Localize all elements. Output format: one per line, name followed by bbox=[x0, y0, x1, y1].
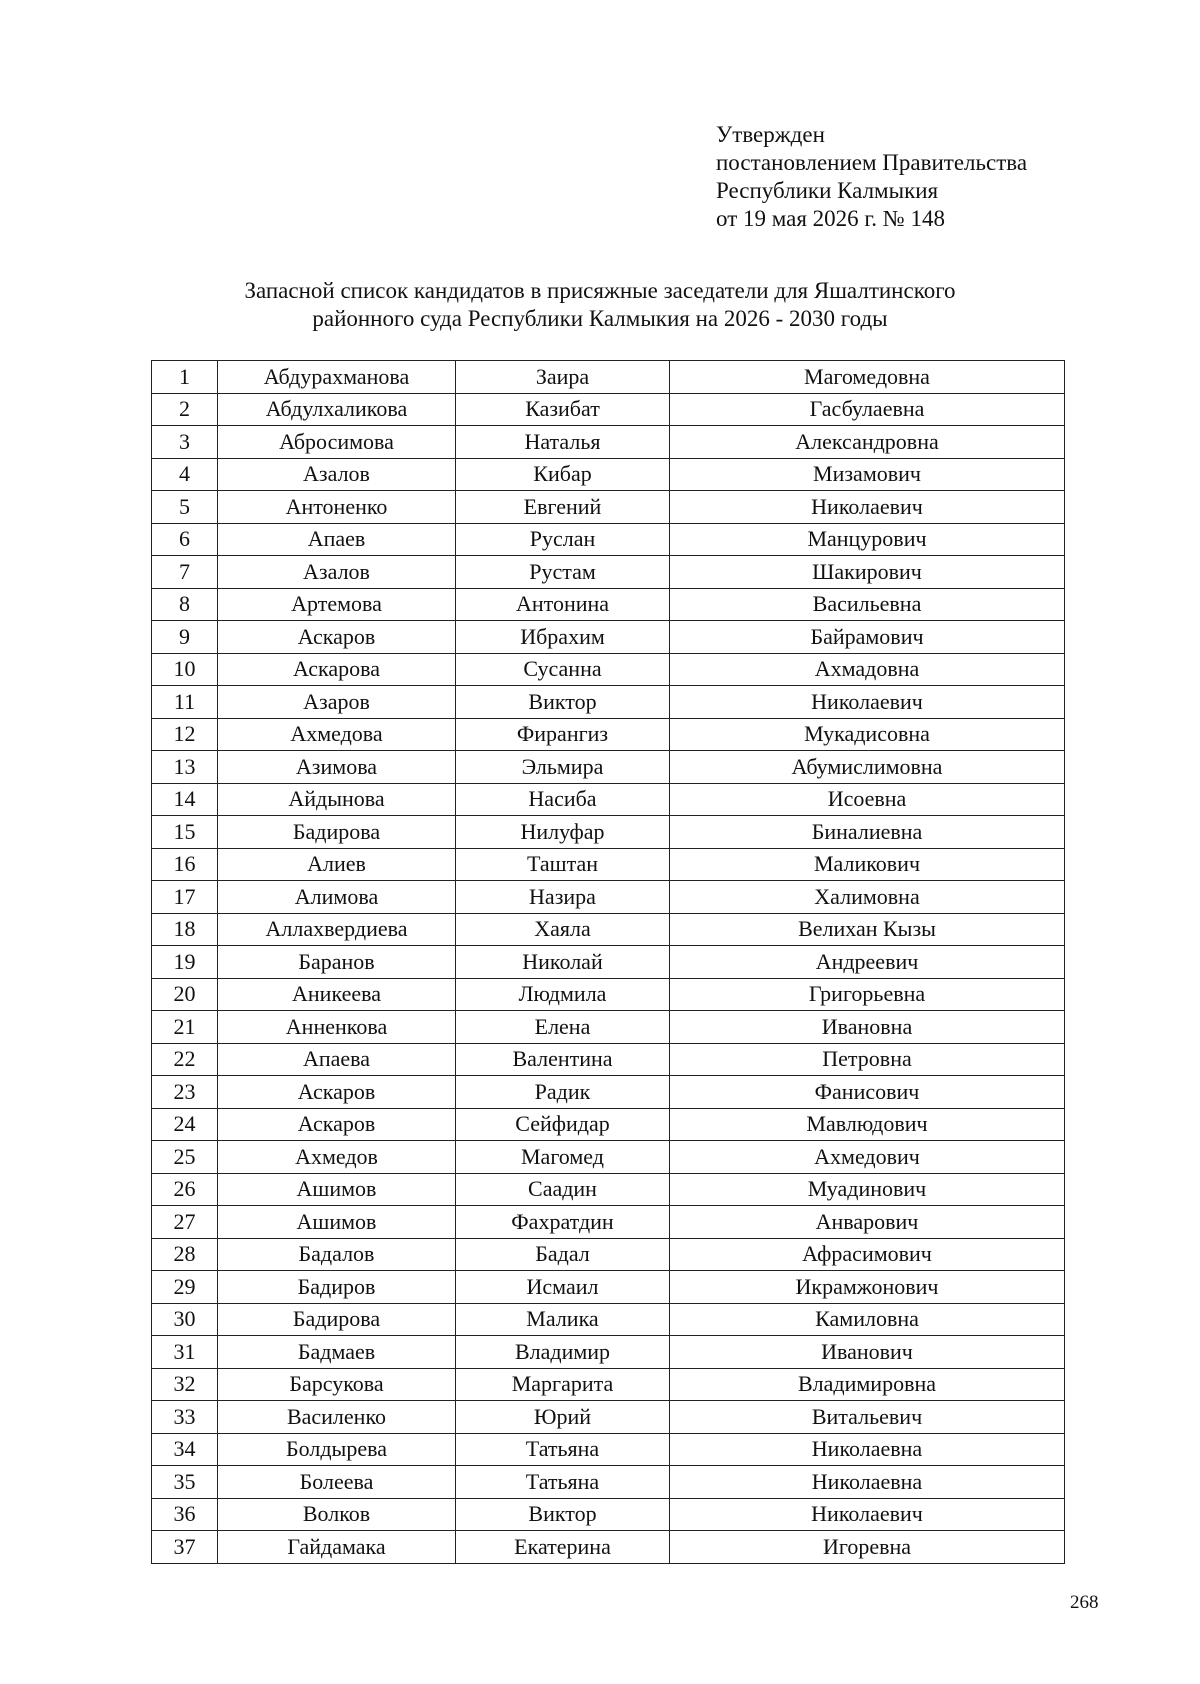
row-number-cell: 37 bbox=[152, 1531, 218, 1564]
row-number-cell: 16 bbox=[152, 848, 218, 881]
first-name-cell: Виктор bbox=[456, 686, 670, 719]
first-name-cell: Николай bbox=[456, 946, 670, 979]
first-name-cell: Татьяна bbox=[456, 1433, 670, 1466]
first-name-cell: Насиба bbox=[456, 783, 670, 816]
table-row bbox=[152, 621, 1065, 654]
first-name-cell: Нилуфар bbox=[456, 816, 670, 849]
row-number-cell: 6 bbox=[152, 523, 218, 556]
patronymic-cell: Муадинович bbox=[670, 1173, 1065, 1206]
surname-cell: Бадиров bbox=[218, 1271, 456, 1304]
row-number-cell: 29 bbox=[152, 1271, 218, 1304]
page-number: 268 bbox=[1070, 1592, 1099, 1613]
patronymic-cell: Икрамжонович bbox=[670, 1271, 1065, 1304]
row-number-cell: 23 bbox=[152, 1076, 218, 1109]
table-row bbox=[152, 1498, 1065, 1531]
table-row bbox=[152, 848, 1065, 881]
row-number-cell: 24 bbox=[152, 1108, 218, 1141]
table-row bbox=[152, 1141, 1065, 1174]
row-number-cell: 21 bbox=[152, 1011, 218, 1044]
first-name-cell: Екатерина bbox=[456, 1531, 670, 1564]
first-name-cell: Юрий bbox=[456, 1401, 670, 1434]
surname-cell: Абдулхаликова bbox=[218, 393, 456, 426]
surname-cell: Анненкова bbox=[218, 1011, 456, 1044]
surname-cell: Аллахвердиева bbox=[218, 913, 456, 946]
patronymic-cell: Ивановна bbox=[670, 1011, 1065, 1044]
row-number-cell: 32 bbox=[152, 1368, 218, 1401]
patronymic-cell: Магомедовна bbox=[670, 361, 1065, 394]
first-name-cell: Кибар bbox=[456, 458, 670, 491]
first-name-cell: Хаяла bbox=[456, 913, 670, 946]
patronymic-cell: Абумислимовна bbox=[670, 751, 1065, 784]
patronymic-cell: Игоревна bbox=[670, 1531, 1065, 1564]
surname-cell: Бадирова bbox=[218, 816, 456, 849]
surname-cell: Аскаров bbox=[218, 621, 456, 654]
surname-cell: Баранов bbox=[218, 946, 456, 979]
table-row bbox=[152, 1108, 1065, 1141]
row-number-cell: 5 bbox=[152, 491, 218, 524]
patronymic-cell: Мавлюдович bbox=[670, 1108, 1065, 1141]
first-name-cell: Магомед bbox=[456, 1141, 670, 1174]
surname-cell: Абдурахманова bbox=[218, 361, 456, 394]
row-number-cell: 35 bbox=[152, 1466, 218, 1499]
patronymic-cell: Шакирович bbox=[670, 556, 1065, 589]
surname-cell: Бадирова bbox=[218, 1303, 456, 1336]
row-number-cell: 9 bbox=[152, 621, 218, 654]
first-name-cell: Наталья bbox=[456, 426, 670, 459]
first-name-cell: Исмаил bbox=[456, 1271, 670, 1304]
surname-cell: Азалов bbox=[218, 556, 456, 589]
table-row bbox=[152, 718, 1065, 751]
row-number-cell: 17 bbox=[152, 881, 218, 914]
row-number-cell: 14 bbox=[152, 783, 218, 816]
table-row bbox=[152, 653, 1065, 686]
first-name-cell: Евгений bbox=[456, 491, 670, 524]
row-number-cell: 31 bbox=[152, 1336, 218, 1369]
surname-cell: Бадалов bbox=[218, 1238, 456, 1271]
surname-cell: Барсукова bbox=[218, 1368, 456, 1401]
patronymic-cell: Александровна bbox=[670, 426, 1065, 459]
surname-cell: Антоненко bbox=[218, 491, 456, 524]
table-row bbox=[152, 1368, 1065, 1401]
surname-cell: Азаров bbox=[218, 686, 456, 719]
first-name-cell: Казибат bbox=[456, 393, 670, 426]
approval-block bbox=[716, 121, 1027, 233]
table-row bbox=[152, 816, 1065, 849]
surname-cell: Абросимова bbox=[218, 426, 456, 459]
first-name-cell: Фахратдин bbox=[456, 1206, 670, 1239]
patronymic-cell: Николаевна bbox=[670, 1433, 1065, 1466]
table-row bbox=[152, 361, 1065, 394]
row-number-cell: 30 bbox=[152, 1303, 218, 1336]
patronymic-cell: Афрасимович bbox=[670, 1238, 1065, 1271]
patronymic-cell: Фанисович bbox=[670, 1076, 1065, 1109]
patronymic-cell: Петровна bbox=[670, 1043, 1065, 1076]
surname-cell: Ашимов bbox=[218, 1206, 456, 1239]
first-name-cell: Таштан bbox=[456, 848, 670, 881]
first-name-cell: Ибрахим bbox=[456, 621, 670, 654]
patronymic-cell: Камиловна bbox=[670, 1303, 1065, 1336]
table-row bbox=[152, 913, 1065, 946]
first-name-cell: Виктор bbox=[456, 1498, 670, 1531]
first-name-cell: Владимир bbox=[456, 1336, 670, 1369]
surname-cell: Алиев bbox=[218, 848, 456, 881]
table-row bbox=[152, 523, 1065, 556]
first-name-cell: Маргарита bbox=[456, 1368, 670, 1401]
table-row bbox=[152, 1271, 1065, 1304]
patronymic-cell: Николаевич bbox=[670, 491, 1065, 524]
table-row bbox=[152, 751, 1065, 784]
table-row bbox=[152, 946, 1065, 979]
row-number-cell: 18 bbox=[152, 913, 218, 946]
surname-cell: Болеева bbox=[218, 1466, 456, 1499]
row-number-cell: 8 bbox=[152, 588, 218, 621]
patronymic-cell: Халимовна bbox=[670, 881, 1065, 914]
first-name-cell: Радик bbox=[456, 1076, 670, 1109]
surname-cell: Аскаров bbox=[218, 1076, 456, 1109]
patronymic-cell: Мукадисовна bbox=[670, 718, 1065, 751]
title-line: Запасной список кандидатов в присяжные заседатели для Яшалтинского bbox=[244, 278, 956, 303]
first-name-cell: Назира bbox=[456, 881, 670, 914]
row-number-cell: 13 bbox=[152, 751, 218, 784]
first-name-cell: Валентина bbox=[456, 1043, 670, 1076]
table-row bbox=[152, 1076, 1065, 1109]
approval-line: постановлением Правительства bbox=[716, 150, 1028, 175]
surname-cell: Волков bbox=[218, 1498, 456, 1531]
patronymic-cell: Григорьевна bbox=[670, 978, 1065, 1011]
row-number-cell: 3 bbox=[152, 426, 218, 459]
patronymic-cell: Николаевна bbox=[670, 1466, 1065, 1499]
surname-cell: Алимова bbox=[218, 881, 456, 914]
table-row bbox=[152, 783, 1065, 816]
table-row bbox=[152, 393, 1065, 426]
table-row bbox=[152, 1466, 1065, 1499]
table-row bbox=[152, 1206, 1065, 1239]
patronymic-cell: Андреевич bbox=[670, 946, 1065, 979]
patronymic-cell: Иванович bbox=[670, 1336, 1065, 1369]
table-row bbox=[152, 1401, 1065, 1434]
patronymic-cell: Николаевич bbox=[670, 1498, 1065, 1531]
first-name-cell: Елена bbox=[456, 1011, 670, 1044]
first-name-cell: Людмила bbox=[456, 978, 670, 1011]
patronymic-cell: Исоевна bbox=[670, 783, 1065, 816]
patronymic-cell: Анварович bbox=[670, 1206, 1065, 1239]
patronymic-cell: Манцурович bbox=[670, 523, 1065, 556]
table-row bbox=[152, 686, 1065, 719]
table-row bbox=[152, 556, 1065, 589]
candidates-table bbox=[151, 360, 1065, 1564]
first-name-cell: Саадин bbox=[456, 1173, 670, 1206]
table-row bbox=[152, 1043, 1065, 1076]
first-name-cell: Эльмира bbox=[456, 751, 670, 784]
surname-cell: Азалов bbox=[218, 458, 456, 491]
surname-cell: Артемова bbox=[218, 588, 456, 621]
surname-cell: Аскаров bbox=[218, 1108, 456, 1141]
patronymic-cell: Гасбулаевна bbox=[670, 393, 1065, 426]
patronymic-cell: Мизамович bbox=[670, 458, 1065, 491]
patronymic-cell: Васильевна bbox=[670, 588, 1065, 621]
first-name-cell: Бадал bbox=[456, 1238, 670, 1271]
document-title bbox=[150, 277, 1050, 333]
surname-cell: Василенко bbox=[218, 1401, 456, 1434]
patronymic-cell: Биналиевна bbox=[670, 816, 1065, 849]
row-number-cell: 26 bbox=[152, 1173, 218, 1206]
row-number-cell: 11 bbox=[152, 686, 218, 719]
table-row bbox=[152, 491, 1065, 524]
patronymic-cell: Байрамович bbox=[670, 621, 1065, 654]
row-number-cell: 25 bbox=[152, 1141, 218, 1174]
row-number-cell: 1 bbox=[152, 361, 218, 394]
surname-cell: Азимова bbox=[218, 751, 456, 784]
row-number-cell: 27 bbox=[152, 1206, 218, 1239]
table-row bbox=[152, 1011, 1065, 1044]
first-name-cell: Татьяна bbox=[456, 1466, 670, 1499]
row-number-cell: 20 bbox=[152, 978, 218, 1011]
row-number-cell: 19 bbox=[152, 946, 218, 979]
table-row bbox=[152, 1531, 1065, 1564]
first-name-cell: Фирангиз bbox=[456, 718, 670, 751]
row-number-cell: 34 bbox=[152, 1433, 218, 1466]
first-name-cell: Руслан bbox=[456, 523, 670, 556]
table-row bbox=[152, 426, 1065, 459]
first-name-cell: Малика bbox=[456, 1303, 670, 1336]
row-number-cell: 2 bbox=[152, 393, 218, 426]
table-row bbox=[152, 1336, 1065, 1369]
table-row bbox=[152, 1303, 1065, 1336]
row-number-cell: 4 bbox=[152, 458, 218, 491]
row-number-cell: 10 bbox=[152, 653, 218, 686]
patronymic-cell: Маликович bbox=[670, 848, 1065, 881]
surname-cell: Айдынова bbox=[218, 783, 456, 816]
patronymic-cell: Ахмедович bbox=[670, 1141, 1065, 1174]
row-number-cell: 36 bbox=[152, 1498, 218, 1531]
approval-line: от 19 мая 2026 г. № 148 bbox=[716, 206, 945, 231]
table-row bbox=[152, 881, 1065, 914]
table-row bbox=[152, 588, 1065, 621]
row-number-cell: 33 bbox=[152, 1401, 218, 1434]
approval-line: Республики Калмыкия bbox=[716, 178, 939, 203]
surname-cell: Ашимов bbox=[218, 1173, 456, 1206]
first-name-cell: Рустам bbox=[456, 556, 670, 589]
surname-cell: Гайдамака bbox=[218, 1531, 456, 1564]
table-row bbox=[152, 1238, 1065, 1271]
surname-cell: Болдырева bbox=[218, 1433, 456, 1466]
first-name-cell: Заира bbox=[456, 361, 670, 394]
row-number-cell: 15 bbox=[152, 816, 218, 849]
patronymic-cell: Владимировна bbox=[670, 1368, 1065, 1401]
first-name-cell: Сусанна bbox=[456, 653, 670, 686]
row-number-cell: 7 bbox=[152, 556, 218, 589]
surname-cell: Аникеева bbox=[218, 978, 456, 1011]
first-name-cell: Сейфидар bbox=[456, 1108, 670, 1141]
patronymic-cell: Велихан Кызы bbox=[670, 913, 1065, 946]
row-number-cell: 28 bbox=[152, 1238, 218, 1271]
approval-line: Утвержден bbox=[716, 122, 825, 147]
table-row bbox=[152, 1173, 1065, 1206]
row-number-cell: 22 bbox=[152, 1043, 218, 1076]
patronymic-cell: Витальевич bbox=[670, 1401, 1065, 1434]
surname-cell: Апаева bbox=[218, 1043, 456, 1076]
surname-cell: Аскарова bbox=[218, 653, 456, 686]
table-row bbox=[152, 978, 1065, 1011]
table-row bbox=[152, 458, 1065, 491]
surname-cell: Ахмедов bbox=[218, 1141, 456, 1174]
patronymic-cell: Николаевич bbox=[670, 686, 1065, 719]
patronymic-cell: Ахмадовна bbox=[670, 653, 1065, 686]
title-line: районного суда Республики Калмыкия на 2026 - 2030 годы bbox=[312, 306, 888, 331]
surname-cell: Апаев bbox=[218, 523, 456, 556]
surname-cell: Ахмедова bbox=[218, 718, 456, 751]
surname-cell: Бадмаев bbox=[218, 1336, 456, 1369]
table-row bbox=[152, 1433, 1065, 1466]
first-name-cell: Антонина bbox=[456, 588, 670, 621]
row-number-cell: 12 bbox=[152, 718, 218, 751]
candidates-table-body bbox=[152, 361, 1065, 1564]
